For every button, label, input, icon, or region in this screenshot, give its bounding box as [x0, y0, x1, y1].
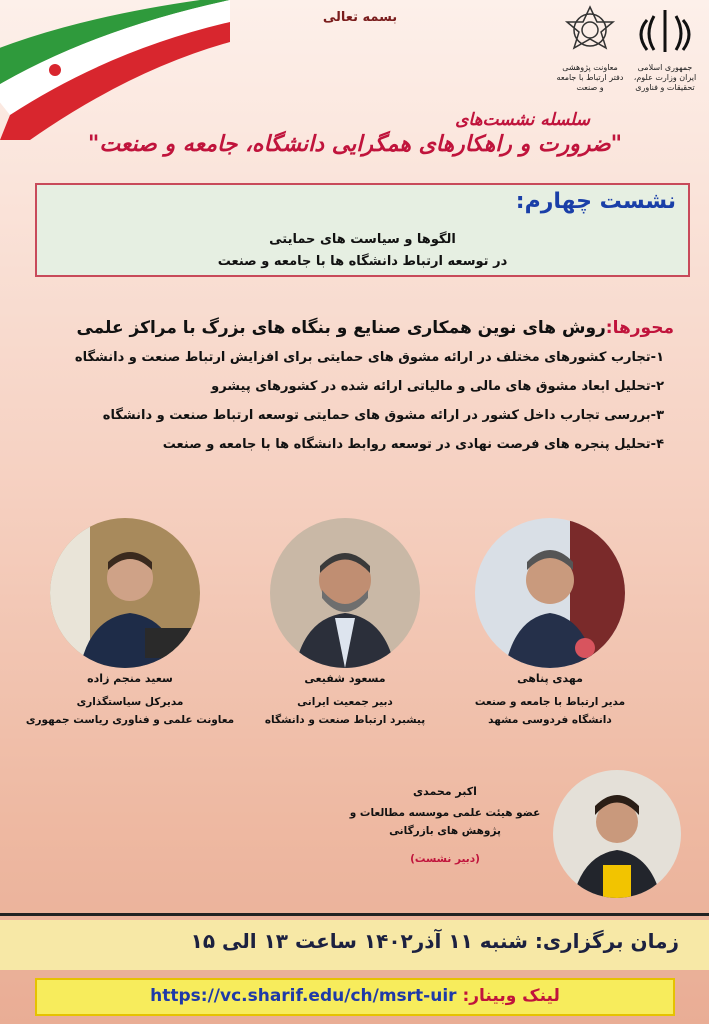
session-line-2: در توسعه ارتباط دانشگاه ها با جامعه و صنعت: [217, 254, 508, 269]
speaker-photo-3: [50, 518, 200, 668]
speaker-2-role-1: دبیر جمعیت ایرانی: [297, 696, 393, 708]
research-deputy-caption: معاونت پژوهشی دفتر ارتباط با جامعه و صنعت: [556, 63, 624, 92]
speaker-3: [25, 672, 235, 729]
ministry-caption: جمهوری اسلامی ایران وزارت علوم، تحقیقات و فناوری: [633, 63, 697, 92]
session-line-1: الگوها و سیاست های حمایتی: [269, 232, 456, 247]
speaker-2: [245, 672, 445, 729]
axes-label: محورها:: [605, 318, 674, 338]
moderator-tag: (دبیر نشست): [410, 853, 480, 865]
axes-heading: [34, 318, 674, 338]
footer-divider: [0, 913, 709, 916]
moderator-info: [340, 785, 550, 868]
moderator-role-1: عضو هیئت علمی موسسه مطالعات و: [349, 807, 541, 819]
axis-item-1: ۱-تجارب کشورهای مختلف در ارائه مشوق های حمایتی برای افزایش ارتباط صنعت و دانشگاه: [74, 350, 664, 365]
webinar-link-url[interactable]: https://vc.sharif.edu/ch/msrt-uir: [150, 986, 457, 1006]
speaker-photo-1: [475, 518, 625, 668]
speaker-3-name: سعید منجم زاده: [87, 672, 173, 685]
speaker-1-role-1: مدیر ارتباط با جامعه و صنعت: [474, 696, 626, 708]
iran-flag-decoration: [0, 0, 230, 140]
session-box: [35, 183, 690, 277]
axis-item-3: ۳-بررسی تجارب داخل کشور در ارائه مشوق های حمایتی توسعه ارتباط صنعت و دانشگاه: [102, 408, 664, 423]
speaker-3-role-2: معاونت علمی و فناوری ریاست جمهوری: [25, 714, 235, 726]
main-title: "ضرورت و راهکارهای همگرایی دانشگاه، جامعه و صنعت": [87, 132, 623, 157]
event-time: زمان برگزاری: شنبه ۱۱ آذر۱۴۰۲ ساعت ۱۳ الی ۱۵: [190, 929, 679, 953]
moderator-photo: [553, 770, 681, 898]
speaker-photo-2: [270, 518, 420, 668]
webinar-link-bar: [35, 978, 675, 1016]
moderator-role-2: پژوهش های بازرگانی: [389, 825, 501, 837]
axes-theme: روش های نوین همکاری صنایع و بنگاه های بزرگ با مراکز علمی: [76, 318, 606, 338]
axis-item-2: ۲-تحلیل ابعاد مشوق های مالی و مالیاتی ارائه شده در کشورهای پیشرو: [211, 379, 664, 394]
webinar-link-label: لینک وبینار:: [462, 986, 560, 1006]
axes-section: [34, 318, 674, 466]
webinar-link-row: [37, 986, 673, 1006]
ministry-logo: [630, 4, 700, 93]
speaker-3-role-1: مدیرکل سیاستگذاری: [76, 696, 184, 708]
speaker-2-role-2: پیشبرد ارتباط صنعت و دانشگاه: [264, 714, 426, 726]
star-ornament-icon: [555, 4, 625, 59]
speaker-1: [460, 672, 640, 729]
speaker-1-name: مهدی پناهی: [517, 672, 583, 685]
research-deputy-logo: [555, 4, 625, 93]
speaker-1-role-2: دانشگاه فردوسی مشهد: [488, 714, 612, 726]
basmala-text: بسمه تعالی: [322, 10, 398, 25]
session-heading: نشست چهارم:: [515, 189, 676, 214]
series-title: سلسله نشست‌های: [455, 110, 590, 130]
iran-emblem-icon: [630, 4, 700, 59]
speaker-2-name: مسعود شفیعی: [304, 672, 386, 685]
moderator-name: اکبر محمدی: [413, 785, 477, 798]
session-subtitle: [37, 229, 688, 273]
time-bar: [0, 920, 709, 970]
axis-item-4: ۴-تحلیل پنجره های فرصت نهادی در توسعه روابط دانشگاه ها با جامعه و صنعت: [162, 437, 664, 452]
